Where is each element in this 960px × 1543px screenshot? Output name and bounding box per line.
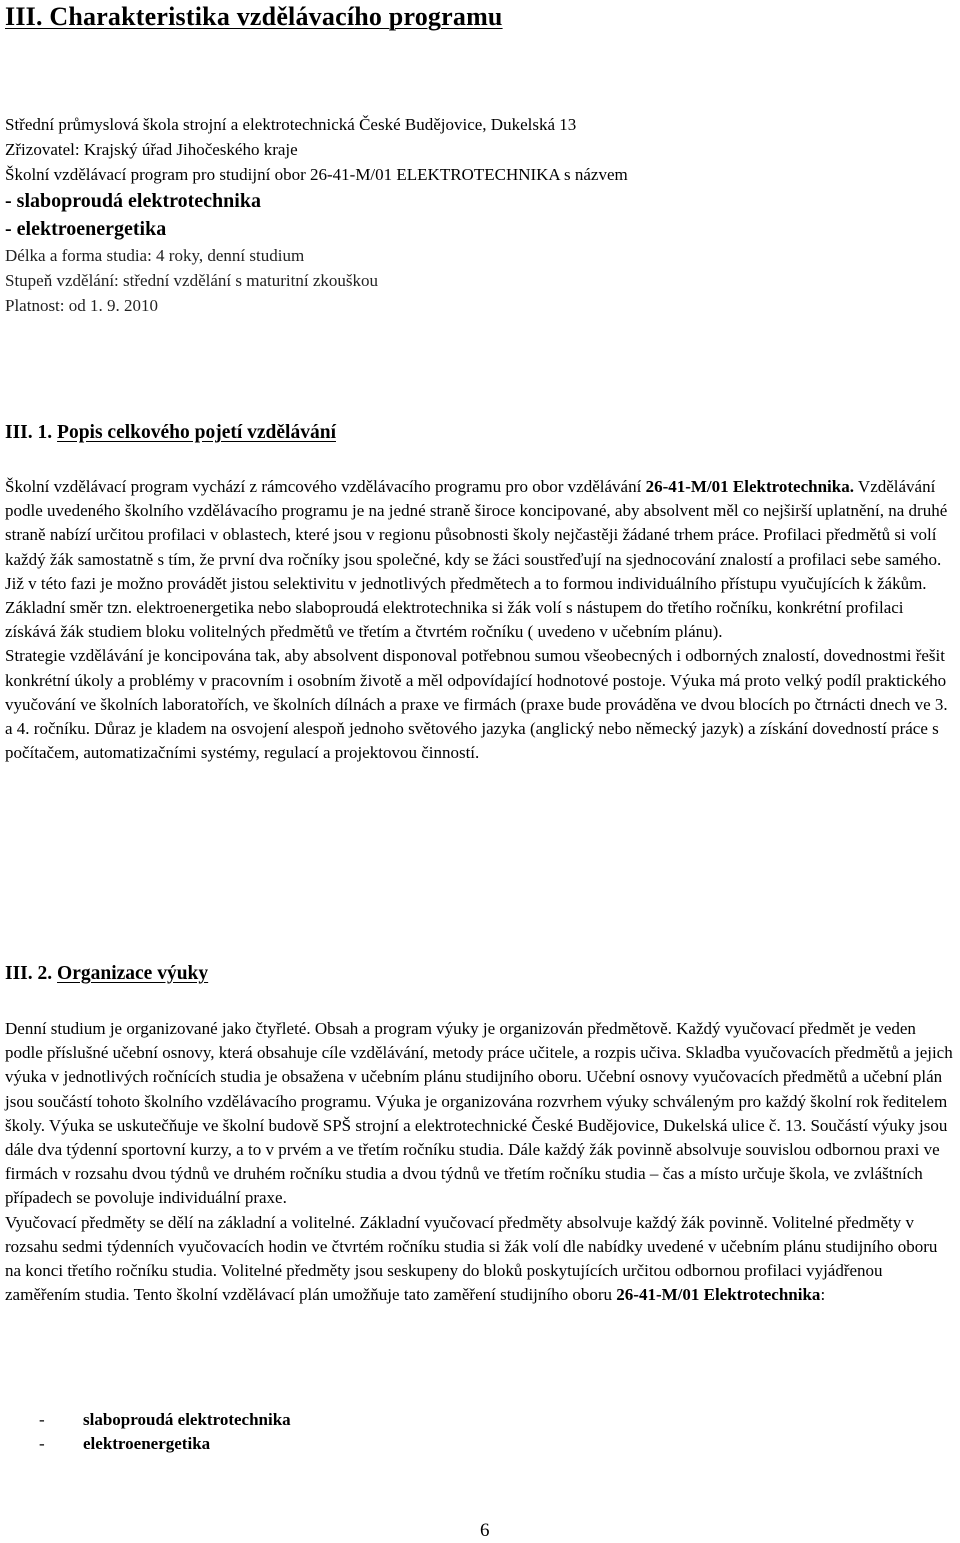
program-info: [5, 112, 628, 318]
section-1-body: [5, 475, 957, 765]
list-item: - slaboproudá elektrotechnika: [39, 1410, 291, 1429]
specialization-2: - elektroenergetika: [5, 218, 167, 240]
section-1-paragraph-3: Strategie vzdělávání je koncipována tak, aby absolvent disponoval potřebnou sumou všeobecných i odborných znalostí, dovednostmi řešit konkrétní úkoly a problémy v pracovním i osobním životě a měl odpovídající hodnotové postoje. Výuka má proto velký podíl praktického vyučování ve školních laboratořích, ve školních dílnách a praxe ve firmách (praxe bude prováděna ve dvou blocích po čtrnácti dnech ve 3. a 4. ročníku. Důraz je kladem na osvojení alespoň jednoho světového jazyka (anglický nebo německý jazyk) a získání dovedností práce s počítačem, automatizačními systémy, regulací a projektovou činností.: [5, 646, 948, 763]
section-1-paragraph-1: Školní vzdělávací program vychází z rámcového vzdělávacího programu pro obor vzdělávání 26-41-M/01 Elektrotechnika. Vzdělávání podle uvedeného školního vzdělávacího programu je na jedné straně široce koncipované, aby absolvent měl co nejširší uplatnění, na druhé straně nabízí určitou profilaci v oblastech, které jsou v regionu působnosti školy nejčastěji žádané trhem práce. Profilaci předmětů si volí každý žák samostatně s tím, že první dva ročníky jsou společné, kdy se žáci soustřeďují na sjednocování znalostí a profilaci sebe samého. Již v této fazi je možno provádět jistou selektivitu v jednotlivých předmětech a to formou individuálního přístupu vyučujících k žákům.: [5, 477, 948, 593]
section-1-heading: [5, 422, 336, 444]
study-length: Délka a forma studia: 4 roky, denní studium: [5, 246, 305, 265]
program-code: 26-41-M/01 Elektrotechnika.: [645, 477, 854, 496]
school-name: Střední průmyslová škola strojní a elektrotechnická České Budějovice, Dukelská 13: [5, 115, 577, 134]
page-title: III. Charakteristika vzdělávacího programu: [5, 2, 503, 31]
list-item: - elektroenergetika: [39, 1434, 211, 1453]
program-line: Školní vzdělávací program pro studijní obor 26-41-M/01 ELEKTROTECHNIKA s názvem: [5, 165, 628, 184]
section-2-paragraph-1: Denní studium je organizované jako čtyřleté. Obsah a program výuky je organizován předmětově. Každý vyučovací předmět je veden podle příslušné učební osnovy, která obsahuje cíle vzdělávání, metody práce učitele, a rozpis učiva. Skladba vyučovacích předmětů a jejich výuka v jednotlivých ročnících studia je obsažena v učebním plánu studijního oboru. Učební osnovy vyučovacích předmětů a učební plán jsou součástí tohoto školního vzdělávacího programu. Výuka je organizována rozvrhem výuky schváleným pro každý školní rok ředitelem školy. Výuka se uskutečňuje ve školní budově SPŠ strojní a elektrotechnické České Budějovice, Dukelská ulice č. 13. Součástí výuky jsou dále dva týdenní sportovní kurzy, a to v prvém a ve třetím ročníku studia. Dále každý žák povinně absolvuje souvislou odbornou praxi ve firmách v rozsahu dvou týdnů ve druhém ročníku studia a dvou týdnů ve třetím ročníku studia – čas a místo určuje škola, ve zvláštních případech se povoluje individuální praxe.: [5, 1019, 953, 1208]
section-2-body: [5, 1017, 957, 1307]
specialization-1: - slaboproudá elektrotechnika: [5, 190, 261, 212]
section-1-number: III. 1.: [5, 422, 58, 443]
section-2-number: III. 2.: [5, 963, 58, 984]
section-1-paragraph-2: Základní směr tzn. elektroenergetika nebo slaboproudá elektrotechnika si žák volí s nástupem do třetího ročníku, konkrétní profilaci získává žák studiem bloku volitelných předmětů ve třetím a čtvrtém ročníku ( uvedeno v učebním plánu).: [5, 598, 904, 642]
page-number: 6: [480, 1520, 490, 1541]
program-code-2: 26-41-M/01 Elektrotechnika: [616, 1285, 821, 1305]
section-1-title: Popis celkového pojetí vzdělávání: [57, 422, 336, 443]
section-2-title: Organizace výuky: [57, 963, 209, 984]
founder: Zřizovatel: Krajský úřad Jihočeského kraje: [5, 140, 298, 159]
validity: Platnost: od 1. 9. 2010: [5, 296, 159, 315]
education-level: Stupeň vzdělání: střední vzdělání s maturitní zkouškou: [5, 271, 378, 290]
section-2-heading: [5, 963, 208, 985]
section-2-paragraph-2: Vyučovací předměty se dělí na základní a volitelné. Základní vyučovací předměty absolvuje každý žák povinně. Volitelné předměty v rozsahu sedmi týdenních vyučovacích hodin ve čtvrtém ročníku studia si žák volí dle nabídky uvedené v učebním plánu studijního oboru na konci třetího ročníku studia. Volitelné předměty jsou seskupeny do bloků poskytujících určitou odbornou profilaci vyjádřenou zaměřením studia. Tento školní vzdělávací plán umožňuje tato zaměření studijního oboru 26-41-M/01 Elektrotechnika:: [5, 1212, 938, 1305]
specialization-list: [39, 1408, 291, 1456]
